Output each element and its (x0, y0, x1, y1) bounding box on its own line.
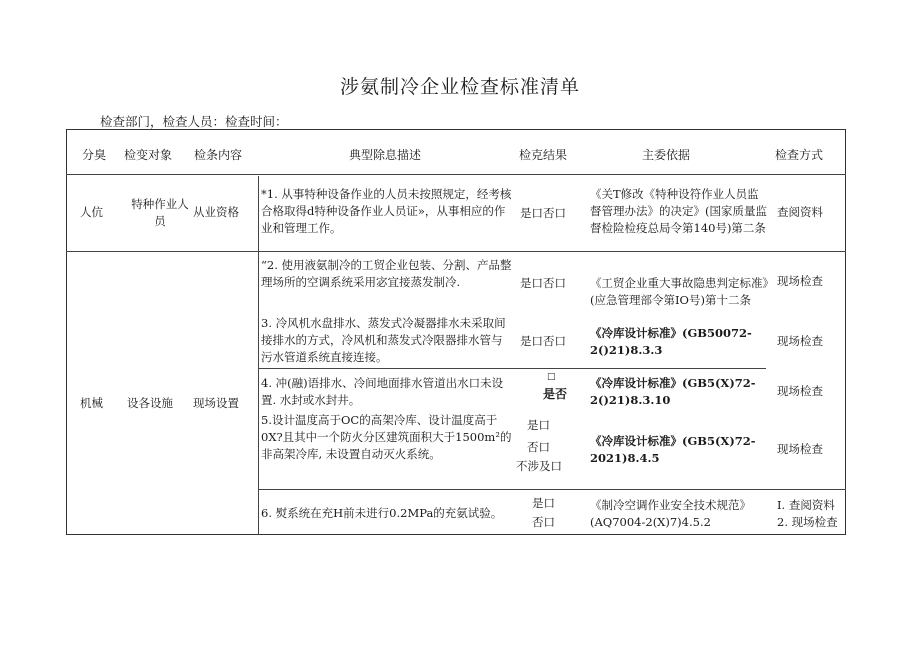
item4-description: 4. 冲(融)语排水、冷间地面排水管道出水口未设置. 水封或水封井。 (261, 376, 504, 407)
header-category: 分臭 (82, 148, 107, 162)
item2-basis: 《工贸企业重大事故隐患判定标准》(应急管理部令第IO号)第十二条 (590, 276, 769, 307)
item6-description: 6. 熨系统在充H前未进行0.2MPa的充氨试验。 (261, 506, 503, 520)
row1-result: 是口否口 (520, 206, 566, 220)
row-item4-divider (258, 368, 766, 369)
item3-result: 是口否口 (520, 334, 566, 348)
item4-result: 是否 (543, 387, 568, 401)
item3-method: 现场检查 (777, 334, 823, 348)
item2-method: 现场检查 (777, 274, 823, 288)
row1-category: 人伉 (80, 205, 103, 219)
header-method: 检查方式 (775, 148, 824, 162)
row2-content: 现场设置 (193, 396, 239, 410)
item6-method-1: I. 查阅资料 (777, 498, 835, 512)
item2-result: 是口否口 (520, 276, 566, 290)
item6-method-2: 2. 现场检查 (777, 515, 838, 529)
inspection-meta-line: 检查部门，检查人员：检查时间： (100, 114, 288, 129)
item5-result-no: 否口 (527, 440, 550, 454)
item6-result-no: 否口 (532, 515, 555, 529)
item4-method: 现场检查 (777, 384, 823, 398)
description-column-rule (258, 176, 259, 535)
item5-basis: 《冷库设计标准》(GB5(X)72-2021)8.4.5 (590, 434, 756, 465)
row1-basis: 《关T修改《特种设符作业人员监督管理办法》的决定》(国家质量监督检险检疫总局令第140号)第二条 (590, 187, 767, 235)
header-description: 典型除息描述 (349, 148, 422, 162)
item4-result-box: □ (547, 372, 556, 382)
page-title: 涉氨制冷企业检查标准清单 (339, 76, 580, 98)
item5-description: 5.设计温度高于OC的高架冷库、设计温度高于0X?且其中一个防火分区建筑面积大于1500m²的非高架冷库, 未设置自动灭火系统。 (261, 413, 512, 461)
header-basis: 主委依据 (642, 148, 691, 162)
header-divider (66, 174, 846, 175)
item2-description: “2. 使用液氨制冷的工贸企业包装、分割、产品整理场所的空调系统采用宓宜接蒸发制冷. (261, 258, 512, 289)
row1-target: 特种作业人员 (131, 197, 189, 228)
row1-divider (125, 251, 846, 252)
row2-target: 设各设施 (127, 396, 173, 410)
header-content: 检条内容 (194, 148, 243, 162)
item4-basis: 《冷库设计标准》(GB5(X)72-2()21)8.3.10 (590, 376, 756, 407)
item6-result-yes: 是口 (532, 496, 555, 510)
item3-description: 3. 冷风机水盘排水、蒸发式冷凝器排水未采取间接排水的方式，冷风机和蒸发式冷限器排水管与污水管道系统直接连接。 (261, 316, 506, 364)
item3-basis: 《冷库设计标准》(GB50072-2()21)8.3.3 (590, 326, 752, 357)
header-target: 检变对象 (124, 148, 173, 162)
row1-divider-left (66, 251, 125, 252)
row1-description: *1. 从事特种设备作业的人员未按照规定，经考核合格取得d特种设备作业人员证»，从事相应的作业和管理工作。 (261, 187, 512, 235)
row-item6-divider-right (766, 489, 846, 490)
row1-content: 从业资格 (193, 205, 239, 219)
row1-method: 查阅资料 (777, 205, 823, 219)
item5-result-na: 不涉及口 (516, 459, 562, 473)
item5-result-yes: 是口 (527, 418, 550, 432)
header-result: 检克结果 (519, 148, 568, 162)
row2-category: 机械 (80, 396, 103, 410)
item5-method: 现场检查 (777, 442, 823, 456)
row-item6-divider (258, 489, 766, 490)
item6-basis: 《制冷空调作业安全技术规范》(AQ7004-2(X)7)4.5.2 (590, 498, 751, 529)
